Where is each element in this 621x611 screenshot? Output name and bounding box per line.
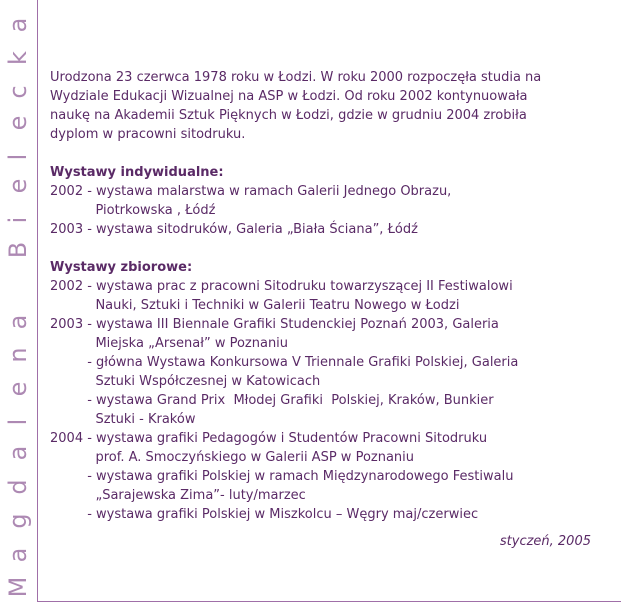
name-letter: l [4, 153, 32, 161]
name-letter: a [4, 547, 32, 563]
exhibition-line: 2003 - wystawa III Biennale Grafiki Studenckiej Poznań 2003, Galeria [50, 317, 499, 332]
name-letter: i [4, 216, 32, 224]
exhibition-line: 2002 - wystawa malarstwa w ramach Galerii Jednego Obrazu, [50, 184, 452, 199]
individual-exhibitions-heading: Wystawy indywidualne: [50, 165, 224, 180]
exhibition-line: 2002 - wystawa prac z pracowni Sitodruku towarzyszącej II Festiwalowi [50, 279, 513, 294]
exhibition-line: „Sarajewska Zima”- luty/marzec [50, 488, 306, 503]
exhibition-line: Piotrkowska , Łódź [50, 203, 216, 218]
exhibition-line: prof. A. Smoczyńskiego w Galerii ASP w Poznaniu [50, 450, 415, 465]
biography-content [50, 68, 610, 524]
date-signature: styczeń, 2005 [499, 534, 591, 549]
name-letter: a [4, 314, 32, 330]
name-letter: g [4, 513, 32, 529]
name-letter: l [4, 418, 32, 426]
name-letter: e [4, 381, 32, 397]
exhibition-line: 2004 - wystawa grafiki Pedagogów i Studentów Pracowni Sitodruku [50, 431, 488, 446]
name-letter: a [4, 17, 32, 33]
exhibition-line: - główna Wystawa Konkursowa V Triennale Grafiki Polskiej, Galeria [50, 355, 519, 370]
exhibition-line: Miejska „Arsenał” w Poznaniu [50, 336, 289, 351]
name-letter: e [4, 115, 32, 131]
bottom-divider [37, 601, 621, 602]
group-exhibitions-heading: Wystawy zbiorowe: [50, 260, 193, 275]
exhibition-line: Nauki, Sztuki i Techniki w Galerii Teatru Nowego w Łodzi [50, 298, 460, 313]
exhibition-line: - wystawa Grand Prix Młodej Grafiki Polskiej, Kraków, Bunkier [50, 393, 494, 408]
intro-paragraph: Urodzona 23 czerwca 1978 roku w Łodzi. W roku 2000 rozpoczęła studia na Wydziale Edukacji Wizualnej na ASP w Łodzi. Od roku 2002 kontynuowała naukę na Akademii Sztuk Pięknych w Łodzi, gdzie w grudniu 2004 zrobiła dyplom w pracowni sitodruku. [50, 70, 542, 142]
vertical-divider [37, 0, 38, 602]
name-letter: c [4, 85, 32, 99]
exhibition-line: 2003 - wystawa sitodruków, Galeria „Biała Ściana”, Łódź [50, 222, 418, 237]
exhibition-line: - wystawa grafiki Polskiej w ramach Międzynarodowego Festiwalu [50, 469, 514, 484]
exhibition-line: - wystawa grafiki Polskiej w Miszkolcu – Węgry maj/czerwiec [50, 507, 479, 522]
vertical-name [4, 0, 32, 611]
name-letter: B [4, 241, 32, 259]
name-letter: e [4, 178, 32, 194]
name-letter: k [4, 51, 32, 65]
exhibition-line: Sztuki Współczesnej w Katowicach [50, 374, 321, 389]
name-letter: M [4, 576, 32, 598]
name-letter: d [4, 479, 32, 495]
exhibition-line: Sztuki - Kraków [50, 412, 196, 427]
name-letter: n [4, 347, 32, 363]
name-letter: a [4, 445, 32, 461]
